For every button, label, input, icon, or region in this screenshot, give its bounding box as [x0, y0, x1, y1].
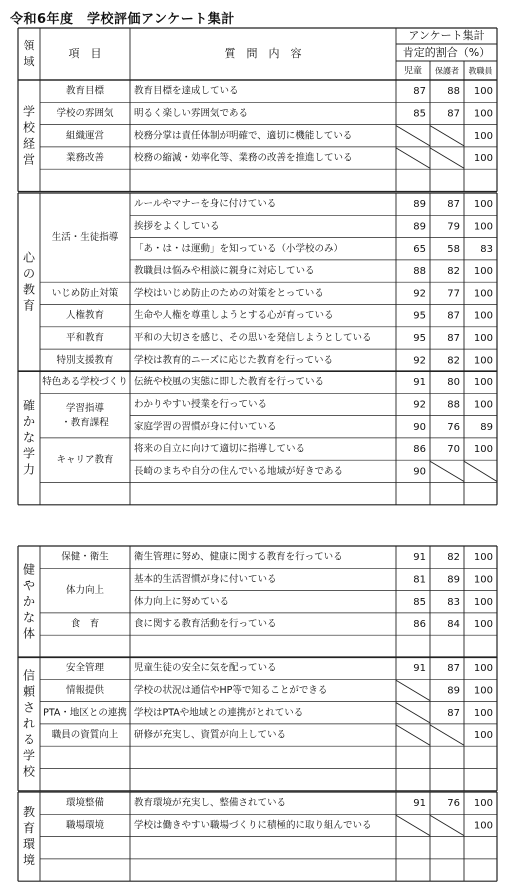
page-title: 令和6年度 学校評価アンケート集計: [10, 12, 235, 27]
parent-rate: 87: [447, 663, 460, 675]
header-rate-label: 肯定的割合（%）: [402, 46, 491, 59]
question-text: 学校は教育的ニーズに応じた教育を行っている: [134, 354, 334, 366]
not-applicable-slash: [430, 725, 464, 745]
staff-rate: 100: [473, 574, 493, 586]
domain-label-4: 校: [22, 764, 36, 779]
header-item-label: 項 目: [68, 47, 102, 60]
item-label: 教育目標: [65, 85, 105, 97]
child-rate: 90: [413, 421, 426, 433]
item-label: ・教育課程: [61, 417, 109, 429]
domain-label-0: 校: [22, 120, 36, 135]
domain-label-3: 健: [22, 562, 36, 577]
item-label: 職場環境: [65, 819, 105, 831]
domain-label-2: 確: [22, 398, 36, 413]
question-text: 衛生管理に努め、健康に関する教育を行っている: [134, 551, 343, 563]
item-label: キャリア教育: [56, 454, 114, 466]
header-domain-label: 域: [23, 55, 35, 68]
domain-label-4: 学: [22, 748, 36, 763]
domain-label-3: か: [22, 594, 36, 609]
staff-rate: 100: [473, 266, 493, 278]
domain-label-4: 頼: [22, 684, 36, 699]
domain-label-0: 学: [22, 104, 36, 119]
staff-rate: 83: [480, 243, 493, 255]
child-rate: 85: [413, 596, 426, 608]
staff-rate: 100: [473, 552, 493, 564]
item-label: 平和教育: [65, 332, 105, 344]
item-label: 安全管理: [65, 662, 105, 674]
header-question-label: 質 問 内 容: [224, 47, 302, 60]
domain-label-3: や: [22, 578, 36, 593]
item-label: 学校の雰囲気: [56, 107, 114, 119]
staff-rate: 100: [473, 108, 493, 120]
domain-label-0: 経: [22, 136, 36, 151]
domain-label-4: る: [22, 732, 36, 747]
question-text: 家庭学習の習慣が身に付いている: [134, 421, 277, 433]
domain-label-4: 信: [22, 668, 36, 683]
item-label: PTA・地区との連携: [43, 707, 127, 719]
parent-rate: 87: [447, 108, 460, 120]
not-applicable-slash: [396, 126, 430, 146]
question-text: 生命や人権を尊重しようとする心が育っている: [134, 310, 334, 322]
parent-rate: 87: [447, 310, 460, 322]
item-label: 体力向上: [65, 585, 105, 597]
domain-label-1: 育: [22, 298, 36, 313]
staff-rate: 100: [473, 619, 493, 631]
parent-rate: 70: [447, 444, 460, 456]
staff-rate: 100: [473, 707, 493, 719]
not-applicable-slash: [430, 815, 464, 835]
domain-label-1: 心: [22, 250, 36, 265]
question-text: 挨拶をよくしている: [134, 220, 220, 232]
domain-label-4: さ: [22, 700, 36, 715]
child-rate: 65: [413, 243, 426, 255]
child-rate: 85: [413, 108, 426, 120]
child-rate: 95: [413, 332, 426, 344]
question-text: 明るく楽しい雰囲気である: [134, 107, 249, 119]
child-rate: 92: [413, 288, 426, 300]
parent-rate: 82: [447, 552, 460, 564]
domain-label-3: な: [22, 610, 36, 625]
not-applicable-slash: [396, 680, 430, 700]
parent-rate: 76: [447, 421, 460, 433]
question-text: 将来の自立に向けて適切に指導している: [134, 443, 306, 455]
domain-label-5: 環: [22, 837, 36, 852]
parent-rate: 77: [447, 288, 460, 300]
item-label: 人権教育: [65, 310, 105, 322]
question-text: 長崎のまちや自分の住んでいる地域が好きである: [134, 465, 344, 477]
header-domain-label: 領: [23, 39, 35, 52]
parent-rate: 76: [447, 798, 460, 810]
child-rate: 92: [413, 399, 426, 411]
child-rate: 91: [413, 663, 426, 675]
question-text: 学校はいじめ防止のための対策をとっている: [134, 287, 324, 299]
staff-rate: 100: [473, 663, 493, 675]
staff-rate: 100: [473, 153, 493, 165]
parent-rate: 89: [447, 574, 460, 586]
question-text: 教職員は悩みや相談に親身に対応している: [134, 265, 315, 277]
parent-rate: 79: [447, 221, 460, 233]
domain-label-2: 力: [22, 462, 36, 477]
staff-rate: 100: [473, 377, 493, 389]
question-text: 平和の大切さを感じ、その思いを発信しようとしている: [134, 332, 372, 344]
parent-rate: 89: [447, 685, 460, 697]
staff-rate: 100: [473, 596, 493, 608]
question-text: 「あ・は・は運動」を知っている（小学校のみ）: [134, 243, 344, 255]
item-label: 保健・衛生: [61, 551, 109, 563]
question-text: 伝統や校風の実態に即した教育を行っている: [134, 376, 325, 388]
parent-rate: 88: [447, 399, 460, 411]
staff-rate: 89: [480, 421, 493, 433]
item-label: 情報提供: [65, 684, 105, 696]
not-applicable-slash: [396, 703, 430, 723]
child-rate: 86: [413, 619, 426, 631]
question-text: 教育環境が充実し、整備されている: [134, 797, 287, 809]
domain-label-0: 営: [22, 152, 36, 167]
staff-rate: 100: [473, 199, 493, 211]
staff-rate: 100: [473, 332, 493, 344]
not-applicable-slash: [430, 126, 464, 146]
domain-label-2: 学: [22, 446, 36, 461]
staff-rate: 100: [473, 86, 493, 98]
staff-rate: 100: [473, 288, 493, 300]
question-text: 研修が充実し、資質が向上している: [134, 729, 287, 741]
not-applicable-slash: [464, 461, 497, 481]
not-applicable-slash: [396, 725, 430, 745]
parent-rate: 58: [447, 243, 460, 255]
not-applicable-slash: [430, 148, 464, 168]
staff-rate: 100: [473, 310, 493, 322]
item-label: 特色ある学校づくり: [42, 376, 128, 388]
child-rate: 86: [413, 444, 426, 456]
child-rate: 91: [413, 798, 426, 810]
not-applicable-slash: [396, 815, 430, 835]
header-child-label: 児童: [403, 66, 423, 77]
domain-label-1: の: [22, 266, 36, 281]
child-rate: 91: [413, 552, 426, 564]
domain-label-4: れ: [22, 716, 36, 731]
child-rate: 87: [413, 86, 426, 98]
question-text: 体力向上に努めている: [134, 596, 230, 608]
not-applicable-slash: [396, 148, 430, 168]
child-rate: 81: [413, 574, 426, 586]
parent-rate: 87: [447, 707, 460, 719]
header-survey-label: アンケート集計: [408, 29, 485, 42]
domain-label-1: 教: [22, 282, 36, 297]
parent-rate: 83: [447, 596, 460, 608]
child-rate: 92: [413, 355, 426, 367]
parent-rate: 87: [447, 332, 460, 344]
question-text: ルールやマナーを身に付けている: [134, 198, 277, 210]
parent-rate: 82: [447, 266, 460, 278]
child-rate: 88: [413, 266, 426, 278]
not-applicable-slash: [430, 461, 464, 481]
question-text: 学校の状況は通信やHP等で知ることができる: [134, 684, 328, 696]
domain-label-2: な: [22, 430, 36, 445]
domain-label-3: 体: [22, 626, 36, 641]
staff-rate: 100: [473, 130, 493, 142]
parent-rate: 84: [447, 619, 460, 631]
child-rate: 89: [413, 221, 426, 233]
question-text: 児童生徒の安全に気を配っている: [134, 662, 277, 674]
parent-rate: 80: [447, 377, 460, 389]
staff-rate: 100: [473, 685, 493, 697]
staff-rate: 100: [473, 444, 493, 456]
item-label: 食 育: [70, 618, 100, 630]
item-label: 職員の資質向上: [51, 729, 119, 741]
question-text: 食に関する教育活動を行っている: [134, 618, 277, 630]
question-text: 校務分掌は責任体制が明確で、適切に機能している: [134, 130, 353, 142]
parent-rate: 88: [447, 86, 460, 98]
question-text: 学校は働きやすい職場づくりに積極的に取り組んでいる: [134, 819, 372, 831]
item-label: 業務改善: [65, 152, 105, 164]
header-parent-label: 保護者: [435, 66, 459, 76]
item-label: 学習指導: [65, 402, 105, 414]
item-label: いじめ防止対策: [51, 287, 119, 299]
header-staff-label: 教職員: [468, 66, 493, 76]
item-label: 組織運営: [65, 130, 105, 142]
child-rate: 90: [413, 466, 426, 478]
child-rate: 89: [413, 199, 426, 211]
domain-label-5: 教: [22, 805, 36, 820]
question-text: 学校はPTAや地域との連携がとれている: [134, 707, 304, 719]
question-text: 教育目標を達成している: [134, 85, 239, 97]
staff-rate: 100: [473, 355, 493, 367]
staff-rate: 100: [473, 820, 493, 832]
parent-rate: 82: [447, 355, 460, 367]
question-text: 基本的生活習慣が身に付いている: [134, 573, 277, 585]
question-text: 校務の縮減・効率化等、業務の改善を推進している: [134, 152, 353, 164]
item-label: 環境整備: [65, 797, 105, 809]
staff-rate: 100: [473, 798, 493, 810]
domain-label-2: か: [22, 414, 36, 429]
domain-label-5: 境: [22, 853, 36, 868]
item-label: 生活・生徒指導: [51, 232, 119, 244]
child-rate: 95: [413, 310, 426, 322]
parent-rate: 87: [447, 199, 460, 211]
item-label: 特別支援教育: [56, 354, 114, 366]
staff-rate: 100: [473, 399, 493, 411]
staff-rate: 100: [473, 730, 493, 742]
staff-rate: 100: [473, 221, 493, 233]
question-text: わかりやすい授業を行っている: [134, 398, 268, 410]
domain-label-5: 育: [22, 821, 36, 836]
child-rate: 91: [413, 377, 426, 389]
